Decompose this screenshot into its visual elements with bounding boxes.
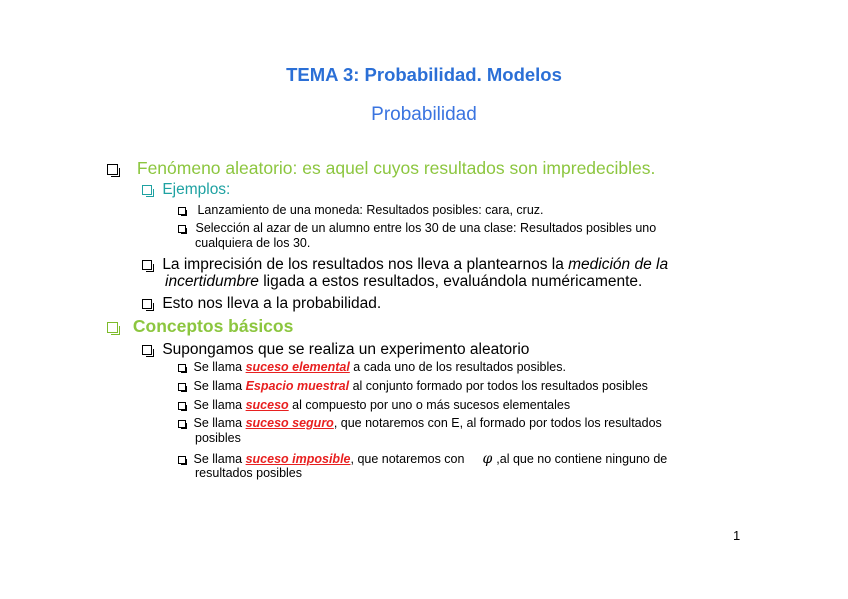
- definition-suffix: , que notaremos con E, al formado por todos los resultados: [333, 416, 662, 430]
- checkbox-bullet-icon: [142, 345, 152, 355]
- imprecision-italic: medición de la: [568, 256, 669, 273]
- example-text-continued: cualquiera de los 30.: [195, 236, 311, 250]
- checkbox-bullet-icon: [178, 225, 186, 233]
- example-item: [178, 203, 544, 217]
- example-text: Lanzamiento de una moneda: Resultados posibles: cara, cruz.: [197, 203, 544, 217]
- definition-term: suceso: [245, 398, 289, 412]
- fenomeno-text: Fenómeno aleatorio: es aquel cuyos resultados son impredecibles.: [136, 158, 656, 178]
- checkbox-bullet-icon: [142, 260, 152, 270]
- empty-set-symbol: φ: [482, 451, 493, 467]
- ejemplos-label: Ejemplos:: [162, 181, 231, 198]
- bullet-fenomeno: [107, 158, 655, 179]
- checkbox-bullet-icon: [178, 207, 186, 215]
- definition-suffix: a cada uno de los resultados posibles.: [349, 360, 566, 374]
- page-title: TEMA 3: Probabilidad. Modelos: [286, 64, 562, 85]
- definition-item: [178, 398, 570, 412]
- checkbox-bullet-icon: [178, 456, 186, 464]
- imprecision-text: ligada a estos resultados, evaluándola numéricamente.: [258, 273, 643, 290]
- intro-text: Supongamos que se realiza un experimento aleatorio: [162, 341, 530, 358]
- checkbox-bullet-icon: [178, 402, 186, 410]
- checkbox-bullet-icon: [178, 383, 186, 391]
- checkbox-bullet-icon: [107, 164, 118, 175]
- bullet-imprecision: [142, 256, 668, 274]
- checkbox-bullet-icon: [142, 185, 152, 195]
- definition-suffix: al conjunto formado por todos los resultados posibles: [349, 379, 648, 393]
- definition-prefix: Se llama: [193, 452, 246, 466]
- imprecision-italic: incertidumbre: [165, 273, 259, 290]
- checkbox-bullet-icon: [107, 322, 118, 333]
- conceptos-heading: Conceptos básicos: [132, 316, 294, 336]
- definition-term: suceso seguro: [245, 416, 334, 430]
- checkbox-bullet-icon: [178, 420, 186, 428]
- imprecision-text: La imprecisión de los resultados nos lleva a plantearnos la: [162, 256, 569, 273]
- definition-item: [178, 416, 662, 430]
- bullet-conceptos: [107, 316, 293, 337]
- checkbox-bullet-icon: [178, 364, 186, 372]
- definition-term: suceso elemental: [245, 360, 350, 374]
- example-text: Selección al azar de un alumno entre los 30 de una clase: Resultados posibles uno: [195, 221, 657, 235]
- definition-item: [178, 360, 566, 374]
- imprecision-line2: [165, 273, 642, 291]
- page-subtitle: Probabilidad: [371, 104, 477, 125]
- definition-suffix: , que notaremos con: [350, 452, 465, 466]
- page-number: 1: [733, 528, 741, 543]
- definition-item: [178, 451, 667, 467]
- definition-continued: resultados posibles: [195, 466, 303, 480]
- example-item: [178, 221, 656, 235]
- definition-prefix: Se llama: [193, 416, 246, 430]
- definition-term: suceso imposible: [245, 452, 351, 466]
- definition-continued: posibles: [195, 431, 241, 445]
- definition-suffix: ,al que no contiene ninguno de: [496, 452, 668, 466]
- definition-term: Espacio muestral: [245, 379, 350, 393]
- definition-suffix: al compuesto por uno o más sucesos elementales: [288, 398, 571, 412]
- definition-item: [178, 379, 648, 393]
- checkbox-bullet-icon: [142, 299, 152, 309]
- bullet-ejemplos: [142, 181, 230, 199]
- bullet-intro: [142, 341, 529, 359]
- definition-prefix: Se llama: [193, 379, 246, 393]
- definition-prefix: Se llama: [193, 360, 246, 374]
- probabilidad-text: Esto nos lleva a la probabilidad.: [162, 295, 382, 312]
- definition-prefix: Se llama: [193, 398, 246, 412]
- bullet-probabilidad: [142, 295, 381, 313]
